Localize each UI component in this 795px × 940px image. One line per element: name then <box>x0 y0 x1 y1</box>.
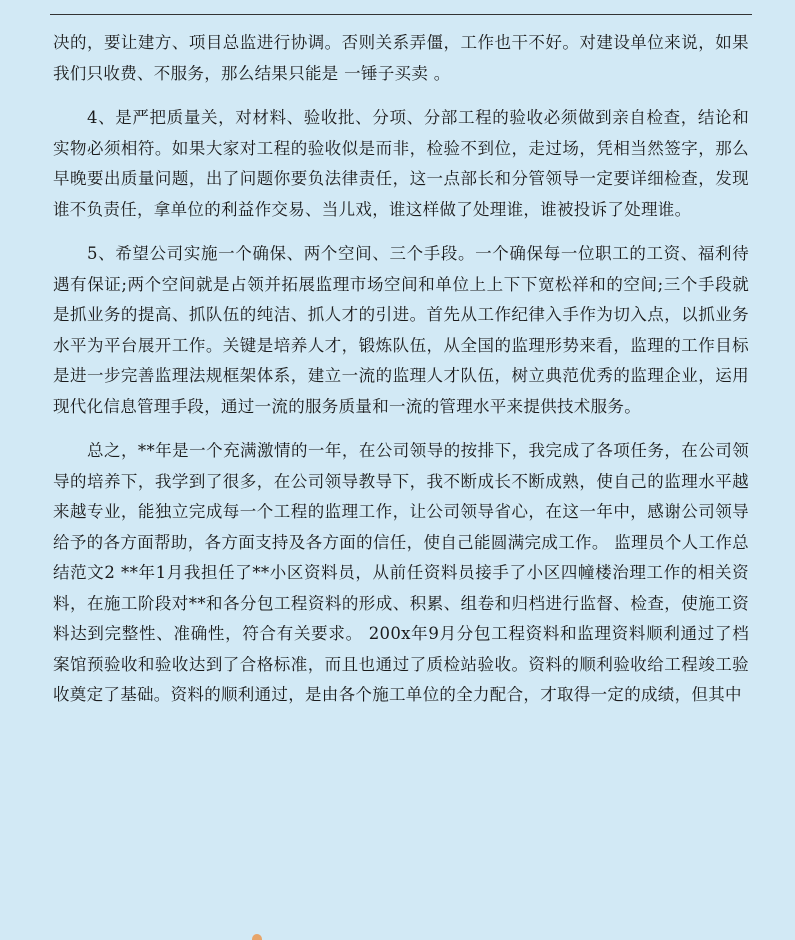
page-corner-marker <box>252 934 262 940</box>
paragraph-company-hopes: 5、希望公司实施一个确保、两个空间、三个手段。一个确保每一位职工的工资、福利待遇有保证;两个空间就是占领并拓展监理市场空间和单位上上下下宽松祥和的空间;三个手段就是抓业务的提高、抓队伍的纯洁、抓人才的引进。首先从工作纪律入手作为切入点，以抓业务水平为平台展开工作。关键是培养人才，锻炼队伍，从全国的监理形势来看，监理的工作目标是进一步完善监理法规框架体系，建立一流的监理人才队伍，树立典范优秀的监理企业，运用现代化信息管理手段，通过一流的服务质量和一流的管理水平来提供技术服务。 <box>53 244 749 416</box>
paragraph-quality-control: 4、是严把质量关，对材料、验收批、分项、分部工程的验收必须做到亲自检查，结论和实物必须相符。如果大家对工程的验收似是而非，检验不到位，走过场，凭相当然签字，那么早晚要出质量问题，出了问题你要负法律责任，这一点部长和分管领导一定要详细检查，发现谁不负责任，拿单位的利益作交易、当儿戏，谁这样做了处理谁，谁被投诉了处理谁。 <box>53 108 749 219</box>
document-body <box>53 28 749 711</box>
paragraph-continuation: 决的，要让建方、项目总监进行协调。否则关系弄僵，工作也干不好。对建设单位来说，如果我们只收费、不服务，那么结果只能是 一锤子买卖 。 <box>53 33 749 83</box>
paragraph-summary: 总之，**年是一个充满激情的一年，在公司领导的按排下，我完成了各项任务，在公司领导的培养下，我学到了很多，在公司领导教导下，我不断成长不断成熟，使自己的监理水平越来越专业，能独立完成每一个工程的监理工作，让公司领导省心，在这一年中，感谢公司领导给予的各方面帮助，各方面支持及各方面的信任，使自己能圆满完成工作。 监理员个人工作总结范文2 **年1月我担任了**小区资料员，从前任资料员接手了小区四幢楼治理工作的相关资料，在施工阶段对**和各分包工程资料的形成、积累、组卷和归档进行监督、检查，使施工资料达到完整性、准确性，符合有关要求。 200x年9月分包工程资料和监理资料顺利通过了档案馆预验收和验收达到了合格标准，而且也通过了质检站验收。资料的顺利验收给工程竣工验收奠定了基础。资料的顺利通过，是由各个施工单位的全力配合，才取得一定的成绩，但其中 <box>53 441 749 704</box>
top-divider <box>50 14 752 15</box>
